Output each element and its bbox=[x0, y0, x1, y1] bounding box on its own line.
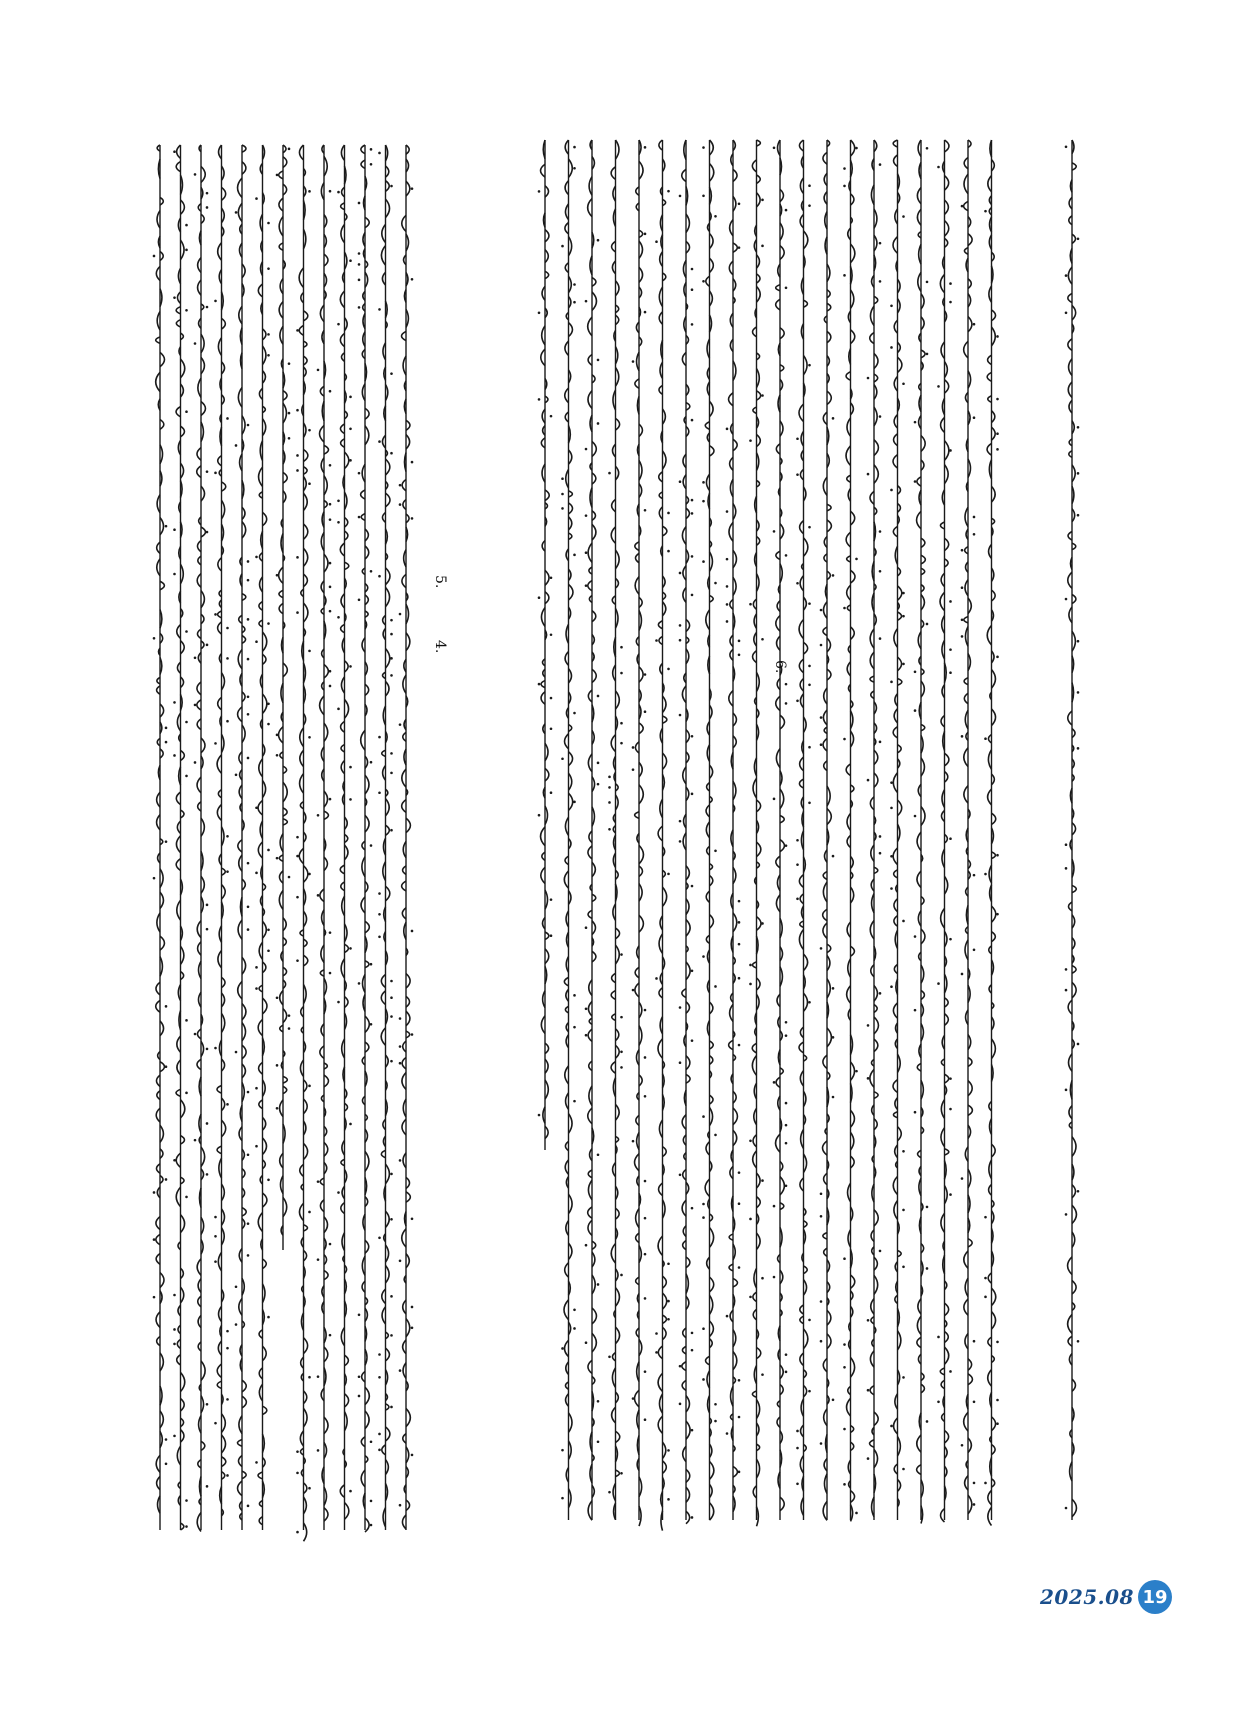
text-line bbox=[937, 140, 952, 1522]
text-line bbox=[655, 140, 670, 1531]
text-line bbox=[632, 140, 647, 1526]
text-line bbox=[153, 145, 168, 1530]
section-number-5: 5. bbox=[432, 575, 448, 589]
section-number-4: 4. bbox=[432, 640, 448, 654]
text-line bbox=[984, 140, 999, 1526]
text-line bbox=[1065, 140, 1080, 1520]
text-line bbox=[914, 140, 929, 1523]
text-line bbox=[585, 140, 600, 1520]
text-line bbox=[820, 140, 835, 1520]
text-line bbox=[378, 145, 393, 1530]
text-line bbox=[337, 145, 352, 1530]
text-line bbox=[399, 145, 414, 1530]
text-line bbox=[194, 145, 209, 1531]
text-line bbox=[276, 145, 291, 1250]
text-line bbox=[235, 145, 250, 1530]
text-line bbox=[867, 140, 882, 1520]
page-number-badge: 19 bbox=[1138, 1580, 1172, 1614]
text-line bbox=[214, 145, 229, 1530]
text-line bbox=[702, 140, 717, 1520]
text-line bbox=[890, 140, 905, 1520]
text-line bbox=[358, 145, 373, 1532]
text-line bbox=[561, 140, 576, 1520]
text-line bbox=[608, 140, 623, 1520]
text-line bbox=[773, 140, 788, 1520]
text-line bbox=[796, 140, 811, 1520]
text-line bbox=[679, 140, 694, 1524]
issue-date: 2025.08 bbox=[1040, 1585, 1134, 1609]
text-line bbox=[173, 145, 188, 1530]
text-line bbox=[726, 140, 741, 1520]
page-footer bbox=[1040, 1580, 1172, 1614]
text-line bbox=[843, 140, 858, 1521]
text-line bbox=[961, 140, 976, 1520]
text-line bbox=[255, 145, 270, 1530]
text-line bbox=[296, 145, 311, 1541]
text-line bbox=[749, 140, 764, 1526]
text-line bbox=[538, 140, 553, 1150]
text-line bbox=[317, 145, 332, 1530]
section-number-6: 6. bbox=[772, 660, 788, 674]
